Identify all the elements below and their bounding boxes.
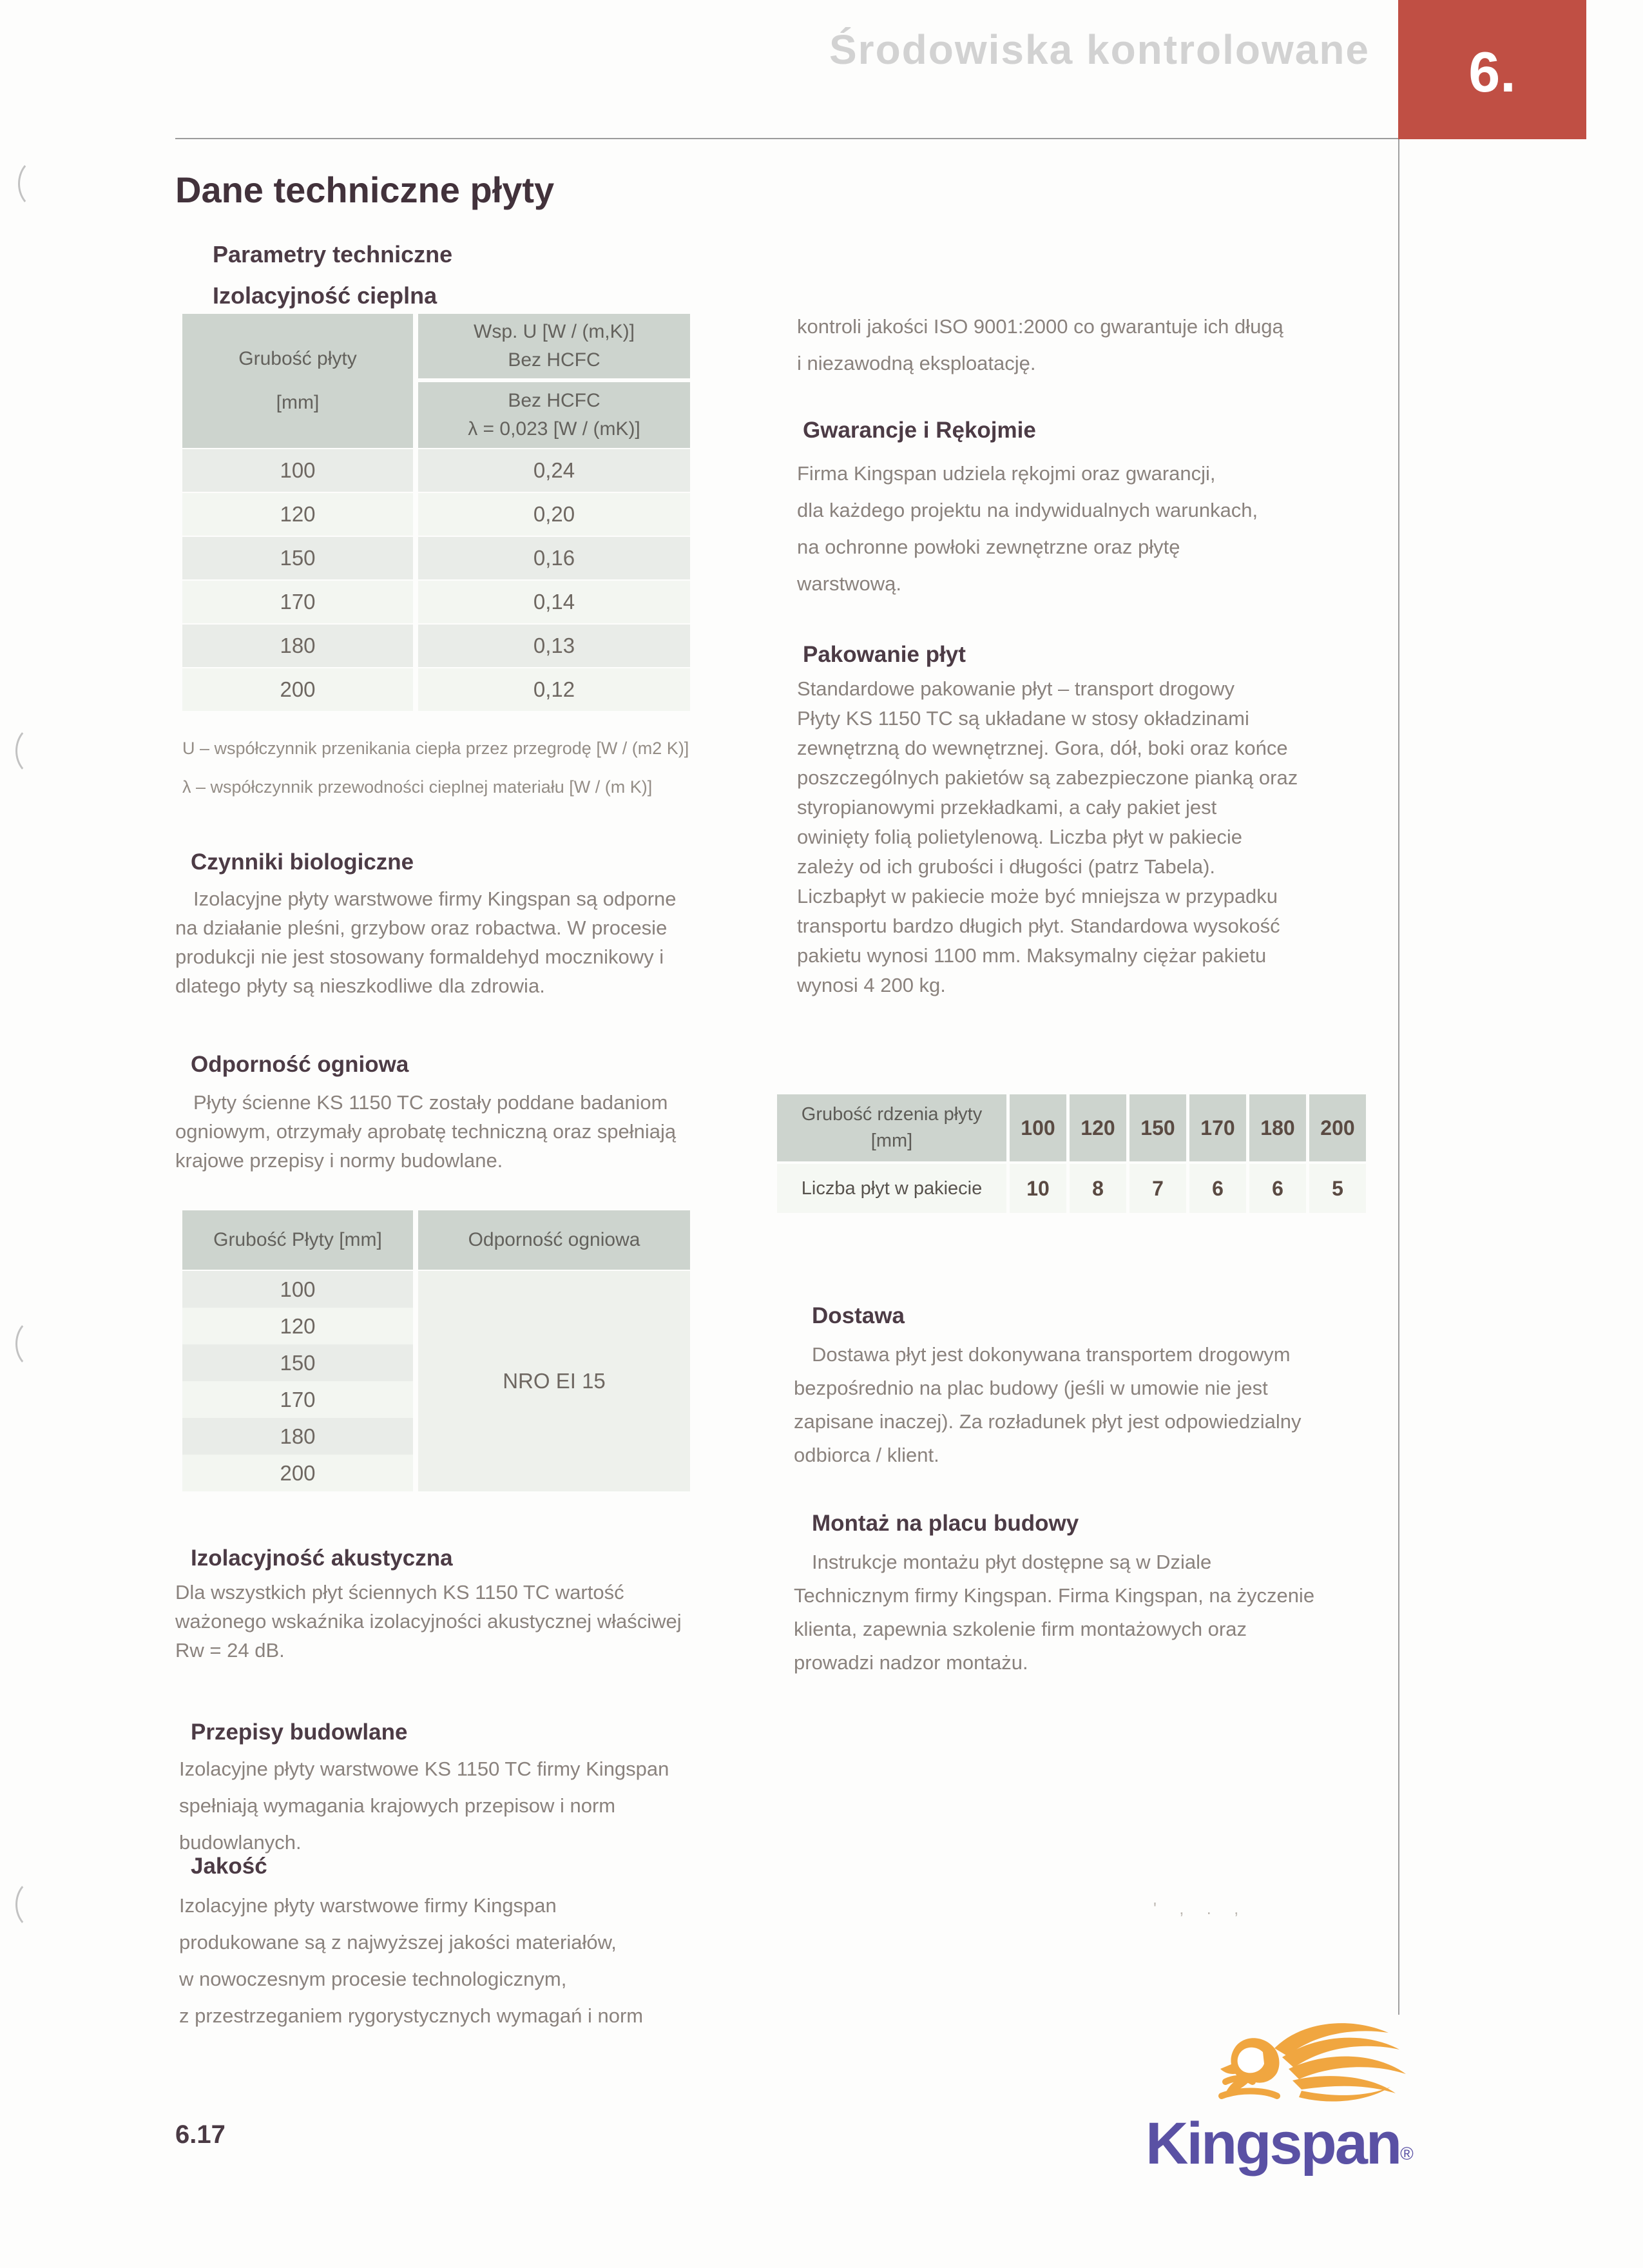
- thermal-col2-header-line2: Bez HCFC: [508, 349, 601, 371]
- paragraph-pakowanie: [797, 674, 1298, 1000]
- paragraph-line: Izolacyjne płyty warstwowe KS 1150 TC firmy Kingspan: [179, 1758, 669, 1780]
- registered-mark: ®: [1400, 2144, 1414, 2164]
- paragraph-dostawa: [794, 1338, 1302, 1472]
- thermal-table: [182, 314, 690, 711]
- paragraph-line: Dla wszystkich płyt ściennych KS 1150 TC wartość: [175, 1581, 624, 1604]
- scan-artifact: ' , . ,: [1153, 1899, 1248, 1918]
- paragraph-line: wynosi 4 200 kg.: [797, 974, 946, 996]
- paragraph-montaz: [794, 1546, 1314, 1680]
- paragraph-line: kontroli jakości ISO 9001:2000 co gwarantuje ich długą: [797, 315, 1283, 338]
- thickness-header-cell: 200: [1309, 1094, 1366, 1161]
- paragraph-line: bezpośrednio na plac budowy (jeśli w umowie nie jest: [794, 1377, 1268, 1399]
- binder-mark: [15, 726, 55, 776]
- thickness-cell: 100: [182, 449, 413, 492]
- count-cell: 8: [1070, 1164, 1126, 1213]
- package-label-line2: [mm]: [870, 1130, 913, 1151]
- chapter-number-box: [1398, 0, 1586, 139]
- paragraph-line: Technicznym firmy Kingspan. Firma Kingspan, na życzenie: [794, 1584, 1315, 1607]
- header-divider-rule: [175, 138, 1398, 139]
- fire-table: [182, 1210, 690, 1491]
- kingspan-logo: [1142, 2015, 1432, 2202]
- thermal-col2-subheader-line1: Bez HCFC: [508, 390, 601, 411]
- paragraph-line: na działanie pleśni, grzybow oraz robactwa. W procesie: [175, 916, 668, 939]
- thickness-cell: 100: [182, 1271, 413, 1308]
- section-heading-przepisy: Przepisy budowlane: [191, 1720, 408, 1745]
- thermal-col1-header-line2: [mm]: [276, 392, 320, 413]
- count-cell: 6: [1249, 1164, 1306, 1213]
- paragraph-line: Rw = 24 dB.: [175, 1639, 285, 1662]
- thickness-cell: 200: [182, 1455, 413, 1491]
- page-number: 6.17: [175, 2120, 226, 2149]
- u-value-cell: 0,13: [418, 625, 690, 667]
- u-value-cell: 0,16: [418, 537, 690, 579]
- paragraph-line: krajowe przepisy i normy budowlane.: [175, 1149, 503, 1172]
- paragraph-line: Firma Kingspan udziela rękojmi oraz gwarancji,: [797, 462, 1216, 485]
- thermal-col1-header-line1: Grubość płyty: [238, 348, 357, 369]
- paragraph-line: poszczególnych pakietów są zabezpieczone pianką oraz: [797, 766, 1298, 789]
- section-heading-gwarancje: Gwarancje i Rękojmie: [803, 418, 1036, 443]
- package-table-values-row: [777, 1164, 1366, 1213]
- paragraph-line: warstwową.: [797, 572, 901, 595]
- paragraph-line: Standardowe pakowanie płyt – transport drogowy: [797, 677, 1235, 700]
- paragraph-ogniowa: [175, 1088, 676, 1175]
- thickness-cell: 120: [182, 493, 413, 536]
- footnote-lambda: λ – współczynnik przewodności cieplnej materiału [W / (m K)]: [182, 777, 653, 797]
- paragraph-line: ogniowym, otrzymały aprobatę techniczną oraz spełniają: [175, 1120, 677, 1143]
- paragraph-gwarancje: [797, 455, 1258, 602]
- paragraph-line: styropianowymi przekładkami, a cały pakiet jest: [797, 796, 1217, 819]
- paragraph-line: prowadzi nadzor montażu.: [794, 1651, 1028, 1674]
- thickness-cell: 150: [182, 537, 413, 579]
- subtitle-izolacyjnosc: Izolacyjność cieplna: [213, 282, 437, 309]
- subtitle-parametry: Parametry techniczne: [213, 241, 453, 267]
- column-divider-rule: [1398, 139, 1399, 2015]
- count-cell: 6: [1189, 1164, 1246, 1213]
- fire-thickness-column: [182, 1271, 413, 1491]
- u-value-cell: 0,24: [418, 449, 690, 492]
- package-label-line1: Grubość rdzenia płyty: [801, 1104, 983, 1125]
- paragraph-line: zapisane inaczej). Za rozładunek płyt jest odpowiedzialny: [794, 1410, 1302, 1433]
- thickness-cell: 150: [182, 1344, 413, 1381]
- paragraph-akustyczna: [175, 1578, 682, 1665]
- binder-mark: [15, 1319, 55, 1369]
- paragraph-line: w nowoczesnym procesie technologicznym,: [179, 1968, 567, 1990]
- section-heading-ogniowa: Odporność ogniowa: [191, 1052, 409, 1077]
- package-table: [777, 1094, 1366, 1213]
- section-heading-pakowanie: Pakowanie płyt: [803, 642, 966, 667]
- paragraph-line: zależy od ich grubości i długości (patrz Tabela).: [797, 855, 1216, 878]
- page-title: Dane techniczne płyty: [175, 170, 555, 210]
- thickness-header-cell: 120: [1070, 1094, 1126, 1161]
- section-heading-dostawa: Dostawa: [812, 1303, 905, 1328]
- fire-col2-header: Odporność ogniowa: [418, 1210, 690, 1270]
- count-cell: 7: [1129, 1164, 1186, 1213]
- paragraph-line: Dostawa płyt jest dokonywana transportem drogowym: [812, 1343, 1291, 1366]
- thickness-cell: 180: [182, 625, 413, 667]
- u-value-cell: 0,20: [418, 493, 690, 536]
- kingspan-wordmark: [1146, 2110, 1414, 2178]
- paragraph-line: dla każdego projektu na indywidualnych warunkach,: [797, 499, 1258, 521]
- package-count-label: Liczba płyt w pakiecie: [777, 1164, 1006, 1213]
- section-heading-czynniki: Czynniki biologiczne: [191, 849, 414, 875]
- thermal-col2-header-line1: Wsp. U [W / (m,K)]: [474, 321, 635, 342]
- paragraph-line: na ochronne powłoki zewnętrzne oraz płytę: [797, 536, 1180, 558]
- package-table-header: [777, 1094, 1366, 1161]
- paragraph-czynniki: [175, 884, 677, 1000]
- paragraph-line: transportu bardzo długich płyt. Standardowa wysokość: [797, 915, 1280, 937]
- paragraph-line: Płyty ścienne KS 1150 TC zostały poddane badaniom: [193, 1091, 668, 1114]
- u-value-cell: 0,12: [418, 668, 690, 711]
- chapter-number: 6.: [1468, 40, 1516, 104]
- thickness-cell: 200: [182, 668, 413, 711]
- paragraph-line: ważonego wskaźnika izolacyjności akustycznej właściwej: [175, 1610, 682, 1633]
- thickness-header-cell: 180: [1249, 1094, 1306, 1161]
- paragraph-intro-continuation: [797, 308, 1283, 382]
- paragraph-line: budowlanych.: [179, 1831, 302, 1854]
- table-row: [182, 537, 690, 579]
- thickness-cell: 170: [182, 581, 413, 623]
- paragraph-line: Płyty KS 1150 TC są układane w stosy okładzinami: [797, 707, 1249, 730]
- paragraph-line: produkowane są z najwyższej jakości materiałów,: [179, 1931, 617, 1953]
- paragraph-line: z przestrzeganiem rygorystycznych wymagań i norm: [179, 2004, 644, 2027]
- table-row: [182, 668, 690, 711]
- fire-col1-header: Grubość Płyty [mm]: [182, 1210, 413, 1270]
- paragraph-line: Liczbapłyt w pakiecie może być mniejsza w przypadku: [797, 885, 1278, 907]
- brand-text: Kingspan: [1146, 2111, 1401, 2176]
- chapter-title: Środowiska kontrolowane: [829, 26, 1370, 73]
- paragraph-line: odbiorca / klient.: [794, 1444, 939, 1466]
- table-row: [182, 625, 690, 667]
- table-row: [182, 493, 690, 536]
- thickness-cell: 120: [182, 1308, 413, 1344]
- thickness-header-cell: 150: [1129, 1094, 1186, 1161]
- paragraph-jakosc: [179, 1887, 643, 2034]
- thickness-header-cell: 170: [1189, 1094, 1246, 1161]
- section-heading-akustyczna: Izolacyjność akustyczna: [191, 1546, 453, 1571]
- thickness-cell: 170: [182, 1381, 413, 1418]
- u-value-cell: 0,14: [418, 581, 690, 623]
- thermal-col2-subheader-line2: λ = 0,023 [W / (mK)]: [468, 418, 640, 440]
- paragraph-line: Izolacyjne płyty warstwowe firmy Kingspan są odporne: [193, 887, 677, 910]
- footnote-u: U – współczynnik przenikania ciepła przez przegrodę [W / (m2 K)]: [182, 739, 689, 758]
- thermal-table-header: [182, 314, 690, 448]
- fire-rating-cell: NRO EI 15: [418, 1271, 690, 1491]
- paragraph-line: Izolacyjne płyty warstwowe firmy Kingspan: [179, 1894, 557, 1917]
- count-cell: 5: [1309, 1164, 1366, 1213]
- paragraph-line: Instrukcje montażu płyt dostępne są w Dziale: [812, 1551, 1212, 1573]
- binder-mark: [18, 159, 58, 209]
- paragraph-line: owinięty folią polietylenową. Liczba płyt w pakiecie: [797, 826, 1242, 848]
- paragraph-przepisy: [179, 1750, 669, 1861]
- thickness-header-cell: 100: [1010, 1094, 1066, 1161]
- paragraph-line: spełniają wymagania krajowych przepisow i norm: [179, 1794, 616, 1817]
- paragraph-line: produkcji nie jest stosowany formaldehyd mocznikowy i: [175, 945, 664, 968]
- table-row: [182, 581, 690, 623]
- fire-table-header: [182, 1210, 690, 1270]
- binder-mark: [15, 1879, 55, 1930]
- thickness-cell: 180: [182, 1418, 413, 1455]
- section-heading-montaz: Montaż na placu budowy: [812, 1511, 1079, 1536]
- table-row: [182, 449, 690, 492]
- kingspan-lion-icon: [1166, 2015, 1411, 2111]
- paragraph-line: klienta, zapewnia szkolenie firm montażowych oraz: [794, 1618, 1247, 1640]
- paragraph-line: zewnętrzną do wewnętrznej. Gora, dół, boki oraz końce: [797, 737, 1288, 759]
- paragraph-line: dlatego płyty są nieszkodliwe dla zdrowia.: [175, 974, 545, 997]
- count-cell: 10: [1010, 1164, 1066, 1213]
- paragraph-line: i niezawodną eksploatację.: [797, 352, 1036, 374]
- section-heading-jakosc: Jakość: [191, 1854, 267, 1879]
- paragraph-line: pakietu wynosi 1100 mm. Maksymalny ciężar pakietu: [797, 944, 1267, 967]
